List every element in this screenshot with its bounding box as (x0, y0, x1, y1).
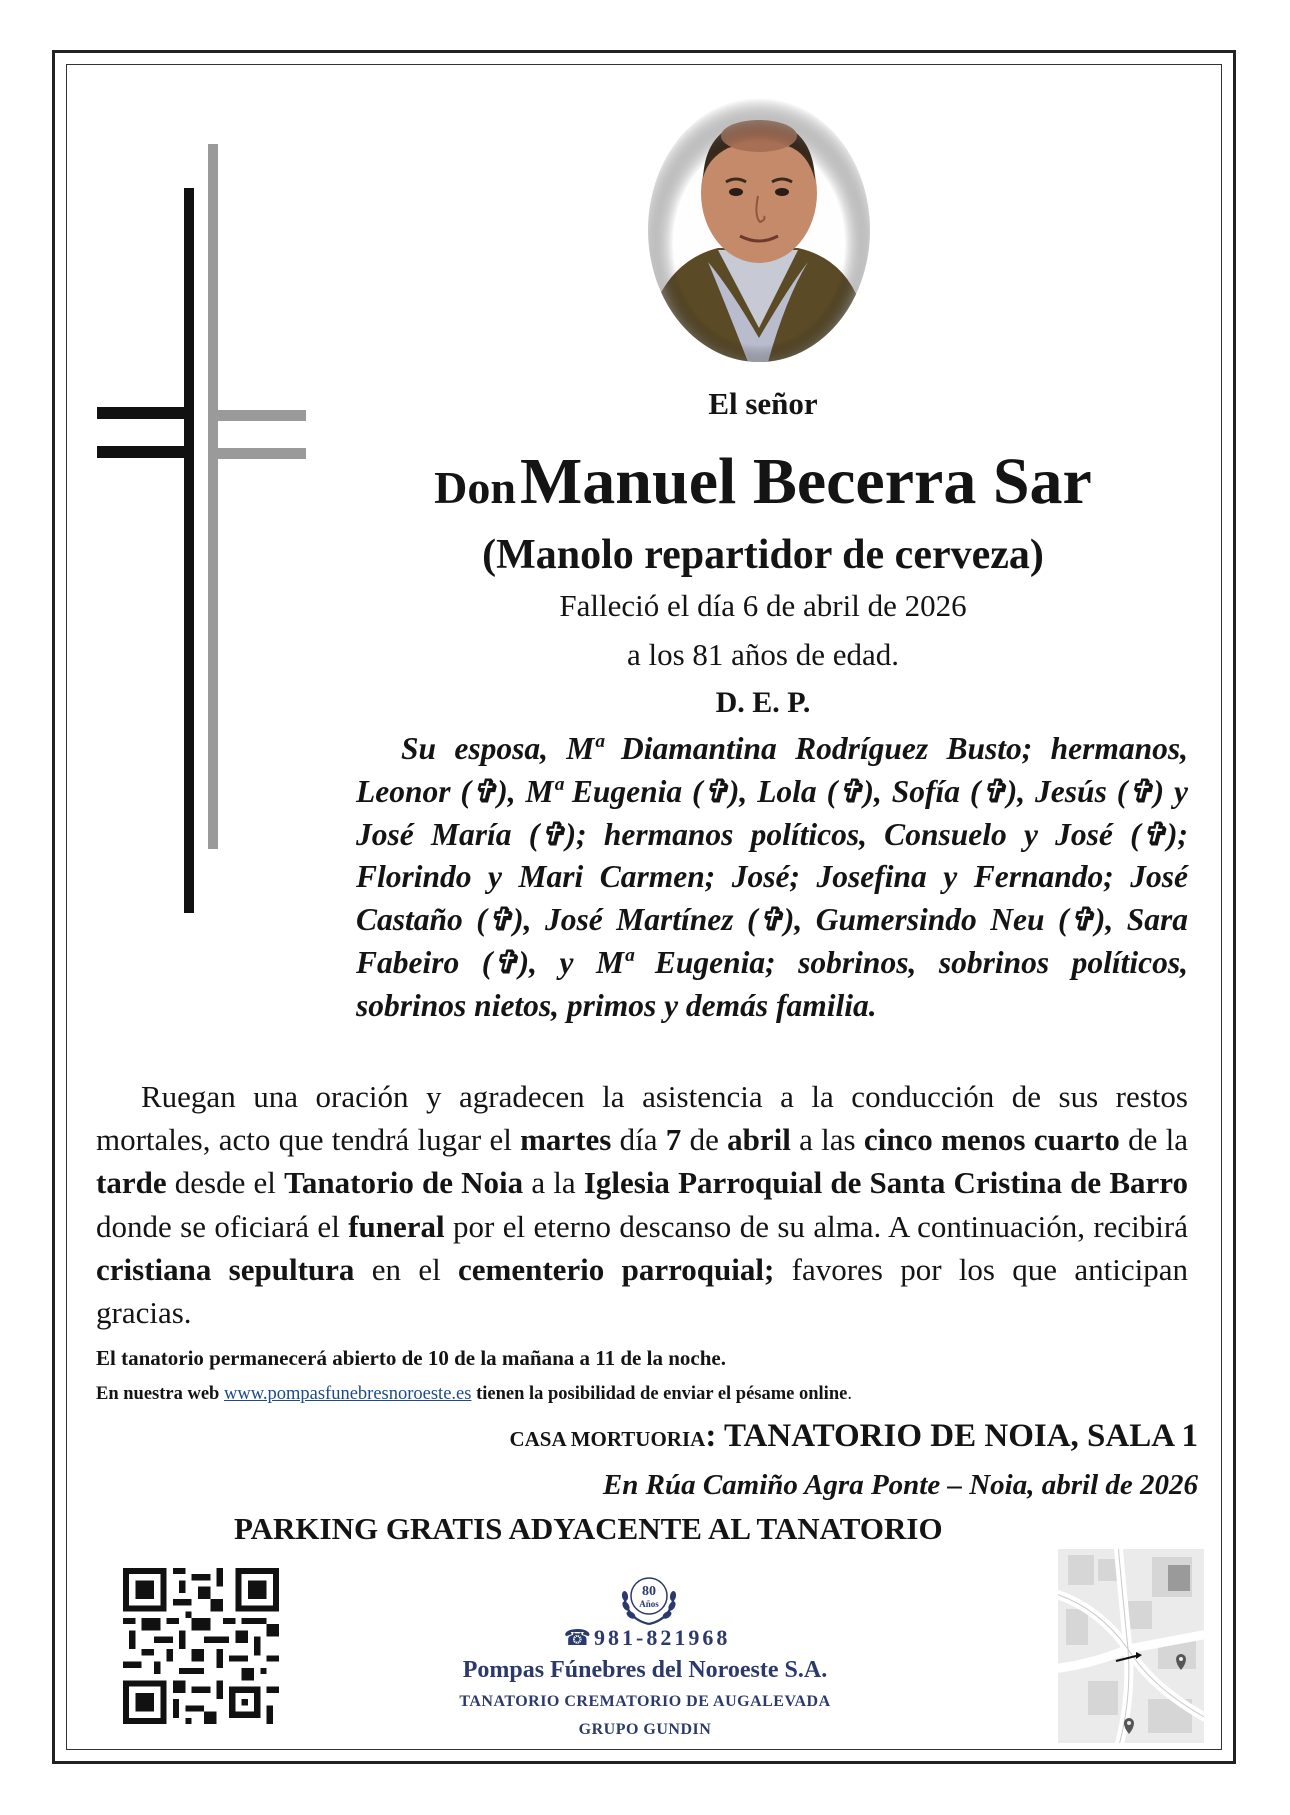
family-text: Su esposa, Mª Diamantina Rodríguez Busto; hermanos, Leonor (✞), Mª Eugenia (✞), Lola (✞), Sofía (✞), Jesús (✞) y José María (✞); hermanos políticos, Consuelo y José (✞); Florindo y Mari Carmen; José; Josefina y Fernando; José Castaño (✞), José Martínez (✞), Gumersindo Neu (✞), Sara Fabeiro (✞), y Mª Eugenia; sobrinos, sobrinos políticos, sobrinos nietos, primos y demás familia. (356, 731, 1188, 1023)
opening-hours: El tanatorio permanecerá abierto de 10 de la mañana a 11 de la noche. (96, 1346, 726, 1370)
web-condolence-note: En nuestra web www.pompasfunebresnoroeste.es tienen la posibilidad de enviar el pésame online. (96, 1384, 852, 1404)
death-date: Falleció el día 6 de abril de 2026 (559, 588, 967, 623)
phone-number[interactable]: ☎981-821968 (563, 1625, 731, 1651)
funeral-home-value: TANATORIO DE NOIA, SALA 1 (723, 1418, 1198, 1454)
badge-word: Años (639, 1599, 659, 1609)
rip-initials: D. E. P. (715, 686, 811, 719)
age-line: a los 81 años de edad. (626, 637, 900, 672)
anniversary-badge (616, 1564, 682, 1630)
deceased-name (0, 444, 1290, 520)
parking-note: PARKING GRATIS ADYACENTE AL TANATORIO (234, 1511, 943, 1546)
company-subtitle: TANATORIO CREMATORIO DE AUGALEVADA (459, 1693, 831, 1710)
funeral-home-label: CASA MORTUORIA (509, 1427, 706, 1451)
title-prefix: Don (434, 462, 516, 513)
honorific: El señor (708, 386, 818, 421)
nickname: (Manolo repartidor de cerveza) (482, 532, 1044, 578)
portrait-photo (648, 98, 870, 362)
service-details: Ruegan una oración y agradecen la asistencia a la conducción de sus restos mortales, acto que tendrá lugar el martes día 7 de abril a las cinco menos cuarto de la tarde desde el Tanatorio de Noia a la Iglesia Parroquial de Santa Cristina de Barro donde se oficiará el funeral por el eterno descanso de su alma. A continuación, recibirá cristiana sepultura en el cementerio parroquial; favores por los que anticipan gracias. (96, 1079, 1188, 1331)
company-name: Pompas Fúnebres del Noroeste S.A. (462, 1657, 828, 1683)
company-group: GRUPO GUNDIN (578, 1721, 712, 1738)
phone-icon: ☎ (563, 1626, 595, 1651)
badge-number: 80 (642, 1584, 656, 1599)
full-name: Manuel Becerra Sar (519, 445, 1092, 518)
family-list (356, 728, 1188, 1028)
place-date: En Rúa Camiño Agra Ponte – Noia, abril de 2026 (602, 1469, 1198, 1501)
funeral-home: CASA MORTUORIA: TANATORIO DE NOIA, SALA 1 (509, 1418, 1198, 1454)
website-link[interactable]: www.pompasfunebresnoroeste.es (223, 1384, 472, 1404)
location-map[interactable] (1058, 1549, 1204, 1743)
